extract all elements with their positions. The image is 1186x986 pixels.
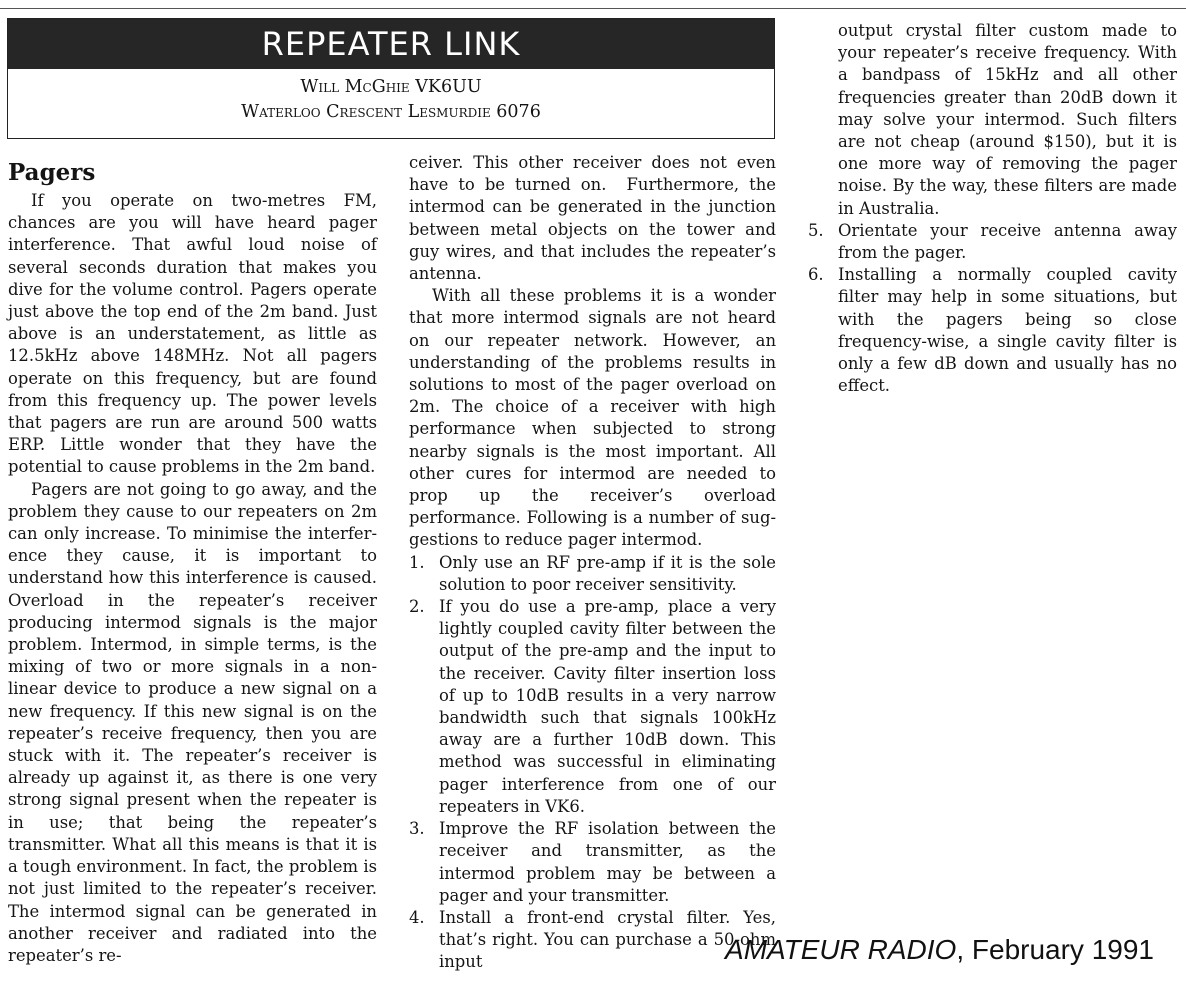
list-number: 6. <box>808 265 824 285</box>
column-3 <box>808 20 1177 397</box>
list-item <box>409 907 776 974</box>
list-text: Orientate your receive antenna away from the pager. <box>838 220 1177 263</box>
list-number: 3. <box>409 819 425 839</box>
magazine-name: AMATEUR RADIO <box>725 934 957 965</box>
list-number: 1. <box>409 552 425 572</box>
list-item <box>409 818 776 907</box>
list-item <box>808 264 1177 397</box>
list-text: Install a front-end crystal filter. Yes, that’s right. You can purchase a 50-ohm input <box>439 907 776 972</box>
issue-date: , February 1991 <box>956 934 1154 965</box>
list-text: Installing a normally coupled cavity filter may help in some situations, but with the pagers being so close frequency-wise, a single cavity filter is only a few dB down and usually has no effect. <box>838 265 1177 396</box>
suggestion-list <box>409 552 776 974</box>
paragraph-2b: ceiver. This other receiver does not even have to be turned on. Furthermore, the intermod can be generated in the junction between metal objects on the tower and guy wires, and that includes the repeater’s antenna. <box>409 153 776 284</box>
list-text: Improve the RF isolation between the receiver and transmitter, as the intermod problem may be between a pager and your transmitter. <box>439 819 776 905</box>
author-name: Will McGhie VK6UU <box>300 77 482 97</box>
list-number: 2. <box>409 597 425 617</box>
column-title: REPEATER LINK <box>8 19 774 69</box>
list-item <box>808 220 1177 264</box>
list-item-continued <box>808 20 1177 220</box>
paragraph-2a: Pagers are not going to go away, and the problem they cause to our repeaters on 2m can only increase. To minimise the interference they cause, it is important to understand how this interference is caused. Overload in the repeater’s receiver producing intermod signals is the major problem. Intermod, in simple terms, is the mixing of two or more signals in a non-linear device to produce a new signal on a new frequency. If this new signal is on the repeater’s receive frequency, then you are stuck with it. The repeater’s receiver is already up against it, as there is one very strong signal present when the repeater is in use; that being the repeater’s transmitter. What all this means is that it is a tough environment. In fact, the problem is not just limited to the repeater’s receiver. The intermod signal can be generated in another receiver and radiated into the repeater’s re- <box>8 479 377 965</box>
list-text: output crystal filter custom made to your repeater’s receive frequency. With a bandpass of 15kHz and all other frequencies greater than 20dB down it may solve your intermod. Such filters are not cheap (around $150), but it is one more way of removing the pager noise. By the way, these filters are made in Australia. <box>838 21 1177 218</box>
list-number: 4. <box>409 907 425 927</box>
suggestion-list-continued <box>808 20 1177 397</box>
list-item <box>409 552 776 596</box>
list-item <box>409 596 776 818</box>
top-rule <box>0 8 1186 9</box>
column-2 <box>409 152 776 974</box>
page-footer <box>725 934 1154 966</box>
article-header <box>7 18 775 139</box>
paragraph-1: If you operate on two-metres FM, chances are you will have heard pager interference. That awful loud noise of several seconds duration that makes you dive for the volume control. Pagers operate just above the top end of the 2m band. Just above is an understatement, as little as 12.5kHz above 148MHz. Not all pagers operate on this frequency, but are found from this frequency up. The power levels that pagers are run are around 500 watts ERP. Little wonder that they have the potential to cause problems in the 2m band. <box>8 191 377 477</box>
list-text: If you do use a pre-amp, place a very lightly coupled cavity filter between the output of the pre-amp and the input to the receiver. Cavity filter insertion loss of up to 10dB results in a very narrow bandwidth such that signals 100kHz away are a further 10dB down. This method was successful in eliminating pager interference from one of our repeaters in VK6. <box>439 597 776 816</box>
column-1 <box>8 158 377 967</box>
author-address: Waterloo Crescent Lesmurdie 6076 <box>241 102 541 122</box>
list-text: Only use an RF pre-amp if it is the sole solution to poor receiver sensitivity. <box>439 552 776 594</box>
section-heading: Pagers <box>8 159 96 186</box>
list-number: 5. <box>808 220 824 240</box>
paragraph-3: With all these problems it is a wonder that more intermod signals are not heard on our repeater network. However, an understanding of the problems results in solutions to most of the pager overload on 2m. The choice of a receiver with high performance when subjected to strong nearby signals is the most important. All other cures for intermod are needed to prop up the receiver’s overload performance. Following is a number of suggestions to reduce pager intermod. <box>409 286 776 550</box>
